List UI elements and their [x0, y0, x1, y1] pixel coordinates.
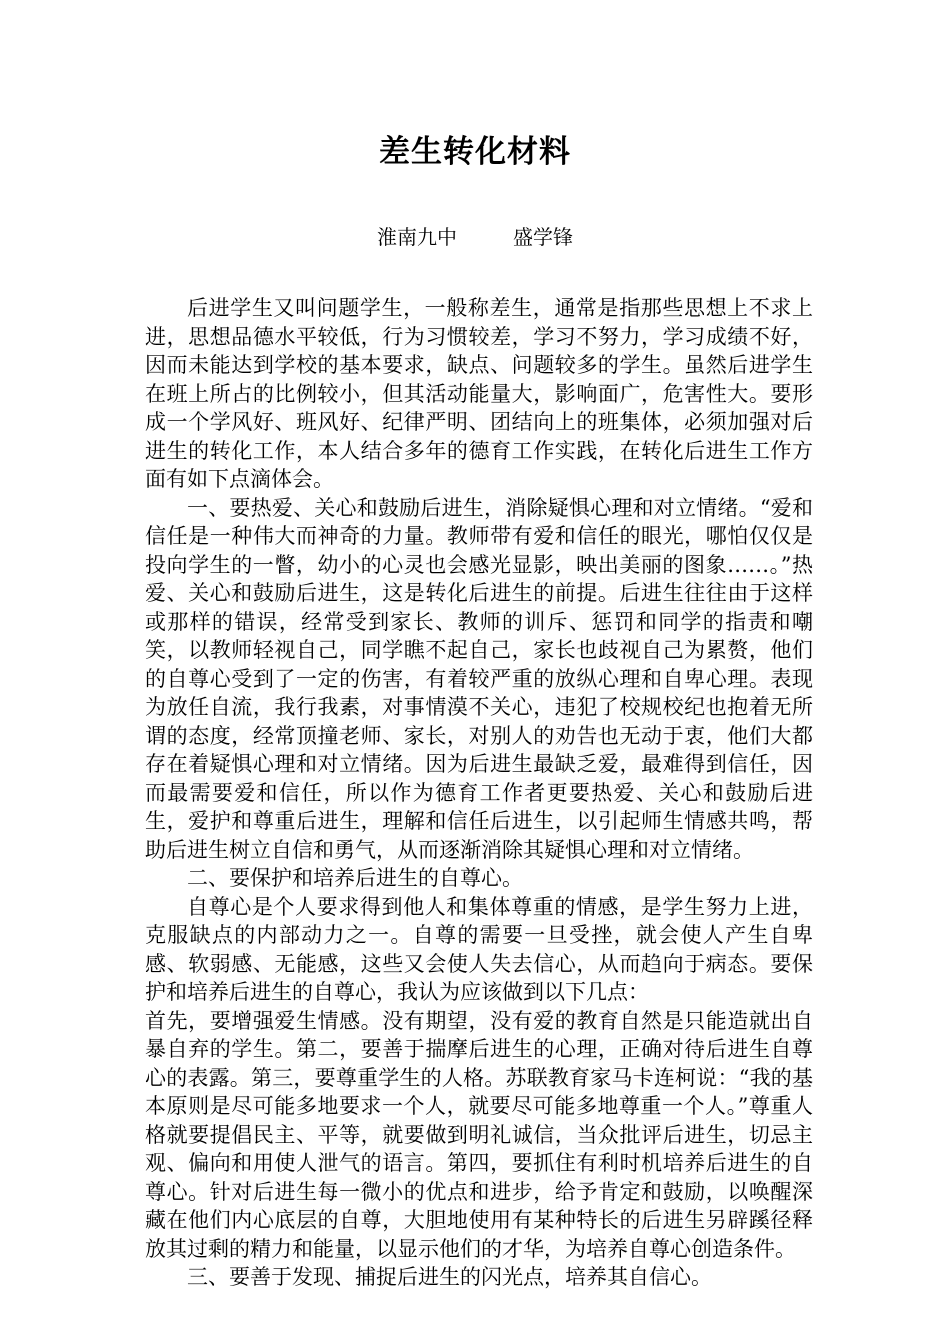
section-one-paragraph: 一、要热爱、关心和鼓励后进生，消除疑惧心理和对立情绪。“爱和信任是一种伟大而神奇的力量。教师带有爱和信任的眼光，哪怕仅仅是投向学生的一瞥，幼小的心灵也会感光显影，映出美丽的图象……。”热爱、关心和鼓励后进生，这是转化后进生的前提。后进生往往由于这样或那样的错误，经常受到家长、教师的训斥、惩罚和同学的指责和嘲笑，以教师轻视自己，同学瞧不起自己，家长也歧视自己为累赘，他们的自尊心受到了一定的伤害，有着较严重的放纵心理和自卑心理。表现为放任自流，我行我素，对事情漠不关心，违犯了校规校纪也抱着无所谓的态度，经常顶撞老师、家长，对别人的劝告也无动于衷，他们大都存在着疑惧心理和对立情绪。因为后进生最缺乏爱，最难得到信任，因而最需要爱和信任，所以作为德育工作者更要热爱、关心和鼓励后进生，爱护和尊重后进生，理解和信任后进生，以引起师生情感共鸣，帮助后进生树立自信和勇气，从而逐渐消除其疑惧心理和对立情绪。 — [145, 495, 813, 862]
author-line — [0, 221, 950, 253]
intro-paragraph: 后进学生又叫问题学生，一般称差生，通常是指那些思想上不求上进，思想品德水平较低，行为习惯较差，学习不努力，学习成绩不好，因而未能达到学校的基本要求，缺点、问题较多的学生。虽然后进学生在班上所占的比例较小，但其活动能量大，影响面广，危害性大。要形成一个学风好、班风好、纪律严明、团结向上的班集体，必须加强对后进生的转化工作，本人结合多年的德育工作实践，在转化后进生工作方面有如下点滴体会。 — [145, 296, 813, 491]
self-esteem-paragraph: 自尊心是个人要求得到他人和集体尊重的情感，是学生努力上进，克服缺点的内部动力之一。自尊的需要一旦受挫，就会使人产生自卑感、软弱感、无能感，这些又会使人失去信心，从而趋向于病态。要保护和培养后进生的自尊心，我认为应该做到以下几点： — [145, 894, 813, 1004]
author-school: 淮南九中 — [377, 225, 457, 249]
section-three-heading: 三、要善于发现、捕捉后进生的闪光点，培养其自信心。 — [187, 1265, 712, 1289]
section-two-heading: 二、要保护和培养后进生的自尊心。 — [187, 866, 523, 890]
document-body — [145, 294, 813, 1292]
self-esteem-steps-paragraph: 首先，要增强爱生情感。没有期望，没有爱的教育自然是只能造就出自暴自弃的学生。第二，要善于揣摩后进生的心理，正确对待后进生自尊心的表露。第三，要尊重学生的人格。苏联教育家马卡连柯说：“我的基本原则是尽可能多地要求一个人，就要尽可能多地尊重一个人。”尊重人格就要提倡民主、平等，就要做到明礼诚信，当众批评后进生，切忌主观、偏向和用使人泄气的语言。第四，要抓住有利时机培养后进生的自尊心。针对后进生每一微小的优点和进步，给予肯定和鼓励，以唤醒深藏在他们内心底层的自尊，大胆地使用有某种特长的后进生另辟蹊径释放其过剩的精力和能量，以显示他们的才华，为培养自尊心创造条件。 — [145, 1008, 813, 1261]
author-name: 盛学锋 — [513, 225, 573, 249]
document-title: 差生转化材料 — [379, 134, 571, 170]
